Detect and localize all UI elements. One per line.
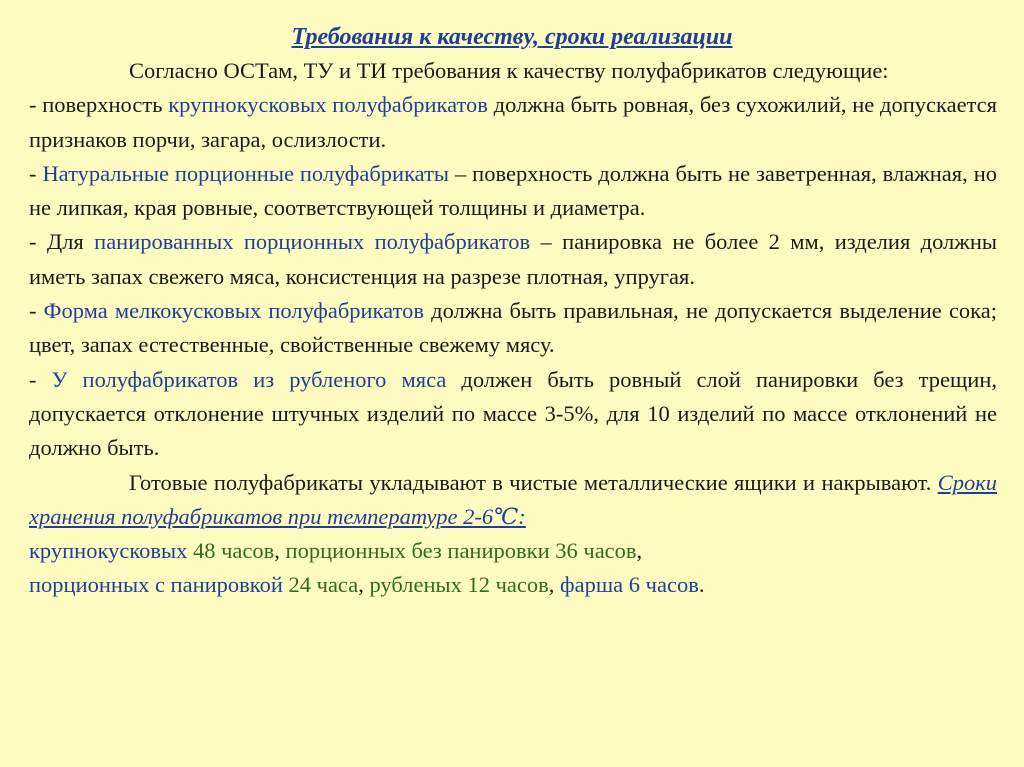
storage-value: 6 часов	[628, 572, 699, 598]
list-item	[29, 88, 997, 157]
slide-body	[29, 54, 997, 603]
slide-title: Требования к качеству, сроки реализации	[291, 24, 733, 50]
item-dash: -	[29, 229, 47, 255]
storage-key: фарша	[560, 572, 624, 598]
storage-key: порционных без панировки	[285, 538, 550, 564]
item-text: Для	[46, 229, 95, 255]
storage-value: 48 часов	[192, 538, 275, 564]
item-dash: -	[29, 160, 43, 186]
storage-key: порционных с панировкой	[29, 572, 283, 598]
item-text: поверхность	[42, 92, 169, 118]
intro-paragraph: Согласно ОСТам, ТУ и ТИ требования к качеству полуфабрикатов следующие:	[129, 58, 889, 83]
list-item	[29, 363, 997, 466]
storage-key: крупнокусковых	[29, 538, 188, 564]
storage-line: порционных с панировкой 24 часа, рубленых 12 часов, фарша 6 часов.	[29, 572, 705, 598]
storage-value: 24 часа	[288, 572, 359, 598]
closing-text: Готовые полуфабрикаты укладывают в чистые металлические ящики и накрывают.	[129, 469, 932, 495]
closing-paragraph	[29, 466, 997, 535]
item-highlight: панированных порционных полуфабрикатов	[94, 229, 531, 255]
item-text: должна быть правильная, не допускается выделение сока; цвет, запах естественные, свойственные свежему мясу.	[29, 298, 998, 358]
storage-title: Сроки хранения полуфабрикатов при температуре 2-6℃:	[29, 469, 998, 529]
item-text: должна быть ровная, без сухожилий, не допускается признаков порчи, загара, ослизлости.	[29, 92, 998, 152]
item-text: – поверхность должна быть не заветренная, влажная, но не липкая, края ровные, соответствующей толщины и диаметра.	[29, 160, 997, 221]
item-highlight: Форма мелкокусковых полуфабрикатов	[43, 298, 425, 324]
storage-key: рубленых	[369, 572, 462, 598]
item-text: должен быть ровный слой панировки без трещин, допускается отклонение штучных изделий по массе 3-5%, для 10 изделий по массе отклонений не должно быть.	[29, 366, 997, 461]
list-item	[29, 225, 997, 294]
item-text: – панировка не более 2 мм, изделия должны иметь запах свежего мяса, консистенция на разрезе плотная, упругая.	[29, 229, 997, 289]
storage-value: 12 часов	[467, 572, 549, 598]
list-item	[29, 157, 997, 226]
list-item	[29, 294, 997, 363]
storage-line: крупнокусковых 48 часов, порционных без панировки 36 часов,	[29, 538, 643, 564]
storage-value: 36 часов	[555, 538, 637, 564]
item-dash: -	[29, 366, 52, 392]
item-dash: -	[29, 298, 44, 324]
item-highlight: Натуральные порционные полуфабрикаты	[42, 160, 450, 186]
item-highlight: У полуфабрикатов из рубленого мяса	[51, 366, 447, 392]
item-dash: -	[29, 92, 43, 118]
item-highlight: крупнокусковых полуфабрикатов	[168, 92, 488, 118]
